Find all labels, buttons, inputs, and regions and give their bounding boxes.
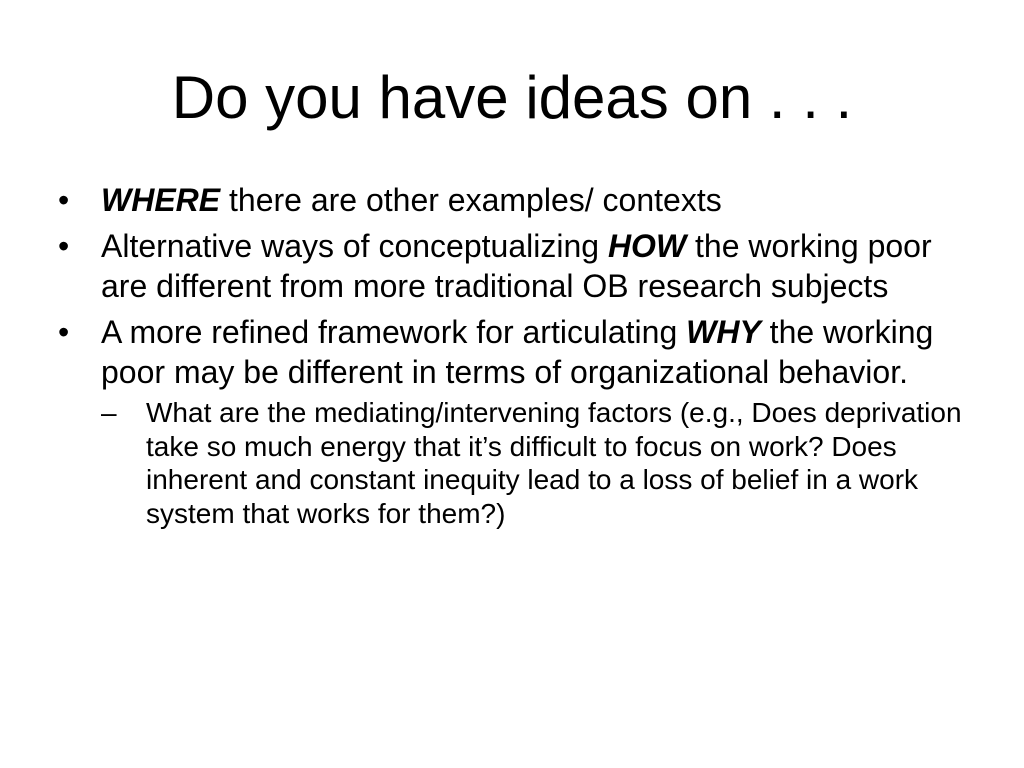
bullet-emphasis-how: HOW — [607, 228, 687, 264]
bullet-marker: • — [58, 182, 70, 218]
bullet-marker: • — [58, 314, 70, 350]
bullet-text: there are other examples/ contexts — [220, 182, 722, 218]
sub-bullet-list — [101, 396, 978, 530]
bullet-item-where — [58, 180, 978, 220]
bullet-text-before: A more refined framework for articulating — [101, 314, 687, 350]
bullet-item-why — [58, 312, 978, 530]
bullet-emphasis-why: WHY — [686, 314, 761, 350]
bullet-emphasis-where: WHERE — [101, 182, 221, 218]
bullet-list — [58, 180, 978, 536]
bullet-text-after: the working poor may be different in terms of organizational behavior. — [101, 314, 934, 390]
bullet-text-before: Alternative ways of conceptualizing — [101, 228, 608, 264]
sub-bullet-text: What are the mediating/intervening factors (e.g., Does deprivation take so much energy that it’s difficult to focus on work? Does inherent and constant inequity lead to a loss of belief in a work system that works for them?) — [146, 397, 962, 529]
bullet-marker: • — [58, 228, 70, 264]
sub-bullet-marker: – — [101, 397, 117, 428]
bullet-item-how — [58, 226, 978, 306]
sub-bullet-item — [101, 396, 978, 530]
bullet-text-after: the working poor are different from more traditional OB research subjects — [101, 228, 932, 304]
slide-title: Do you have ideas on . . . — [171, 64, 853, 131]
